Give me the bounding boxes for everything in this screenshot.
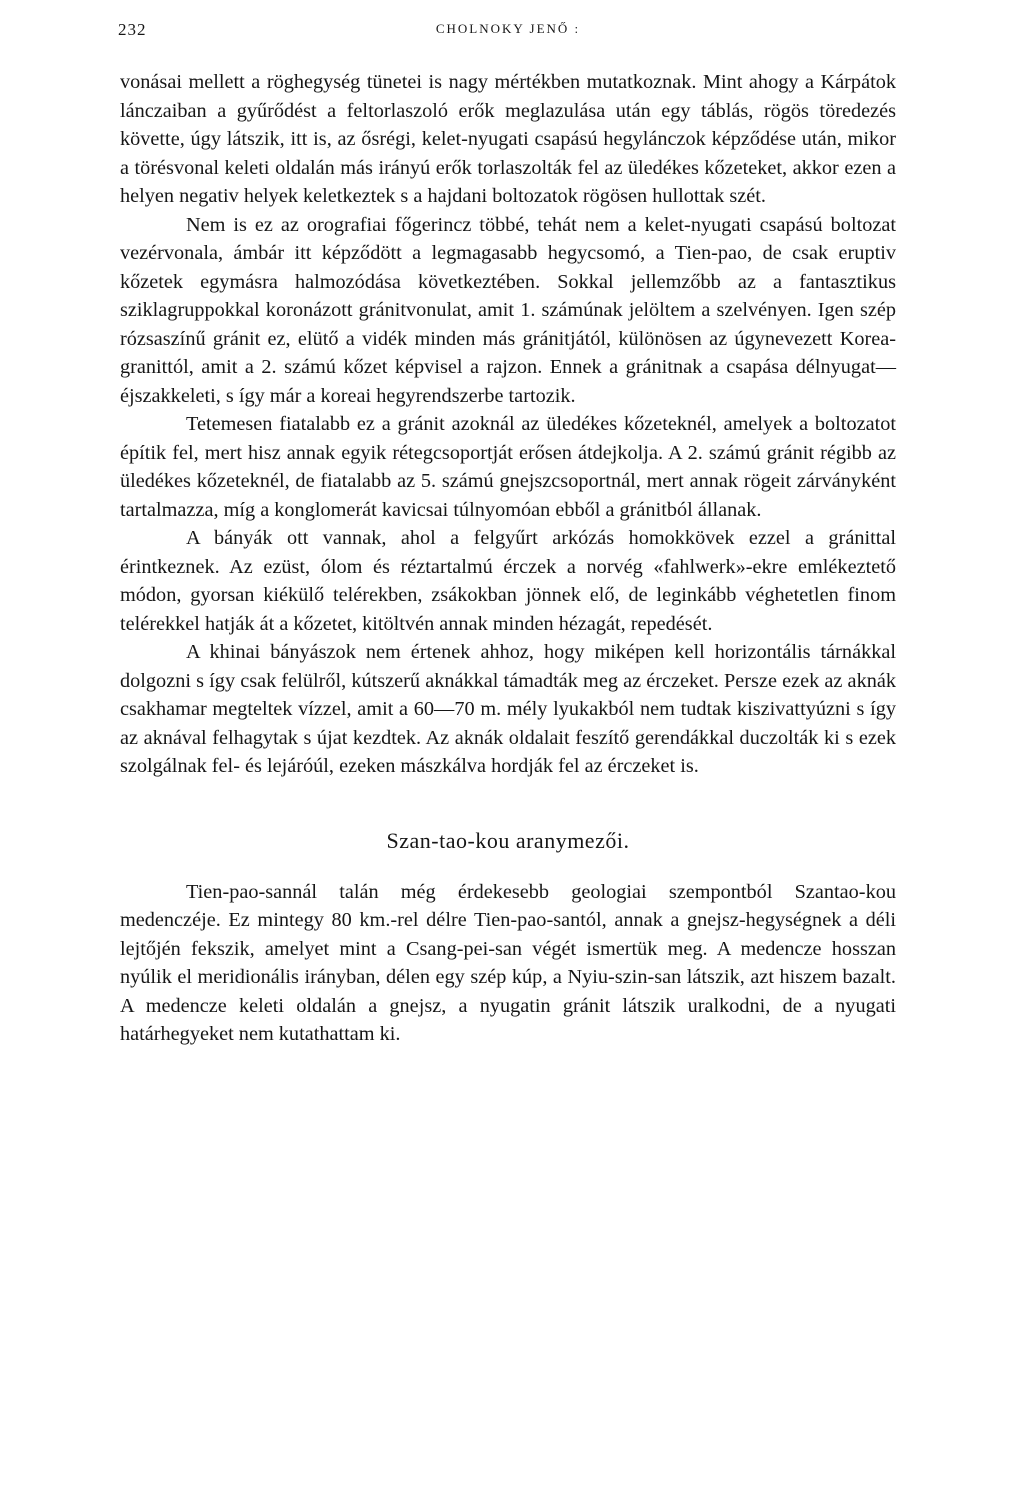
paragraph-5: A khinai bányászok nem értenek ahhoz, hogy miképen kell horizontális tárnákkal dolgozni s így csak felülről, kútszerű aknákkal támadták meg az érczeket. Persze ezek az aknák csakhamar megteltek vízzel, amit a 60—70 m. mély lyukakból nem tudtak kiszivattyúzni s így az aknával felhagytak s újat kezdtek. Az aknák oldalait feszítő gerendákkal duczolták ki s ezek szolgálnak fel- és lejáróúl, ezeken mászkálva hordják fel az érczeket is. bbox=[120, 641, 896, 777]
text-body bbox=[120, 68, 896, 1049]
page-number: 232 bbox=[118, 20, 147, 39]
section-paragraph-1: Tien-pao-sannál talán még érdekesebb geologiai szempontból Szantao-kou medenczéje. Ez mintegy 80 km.-rel délre Tien-pao-santól, annak a gnejsz-hegységnek a déli lejtőjén fekszik, amelyet mint a Csang-pei-san végét ismertük meg. A medencze hosszan nyúlik el meridionális irányban, délen egy szép kúp, a Nyiu-szin-san látszik, azt hiszem bazalt. A medencze keleti oldalán a gnejsz, a nyugatin gránit látszik uralkodni, de a nyugati határhegyeket nem kutathattam ki. bbox=[120, 880, 896, 1045]
section-heading: Szan-tao-kou aranymezői. bbox=[386, 827, 630, 853]
paragraph-3: Tetemesen fiatalabb ez a gránit azoknál az üledékes kőzeteknél, amelyek a boltozatot építik fel, mert hisz annak egyik rétegcsoportját erősen átdejkolja. A 2. számú gránit régibb az üledékes kőzeteknél, de fiatalabb az 5. számú gnejszcsoportnál, mert annak rögeit zárványként tartalmazza, míg a konglomerát kavicsai túlnyomóan ebből a gránitból állanak. bbox=[120, 413, 896, 521]
paragraph-4: A bányák ott vannak, ahol a felgyűrt arkózás homokkövek ezzel a gránittal érintkeznek. Az ezüst, ólom és réztartalmú érczek a norvég «fahlwerk»-ekre emlékeztető módon, gyorsan kiékülő telérekben, zsákokban jönnek elő, de leginkább véghetetlen finom telérekkel hatják át a kőzetet, kitöltvén annak minden hézagát, repedését. bbox=[120, 527, 896, 635]
paragraph-1: vonásai mellett a röghegység tünetei is nagy mértékben mutatkoznak. Mint ahogy a Kárpátok lánczaiban a gyűrődést a feltorlaszoló erők meglazulása után egy táblás, rögös töredezés követte, úgy látszik, itt is, az ősrégi, kelet-nyugati csapású hegylánczok képződése után, mikor a törésvonal keleti oldalán más irányú erők torlaszolták fel az üledékes kőzeteket, akkor ezen a helyen negativ helyek keletkeztek s a hajdani boltozatok rögösen hullottak szét. bbox=[120, 71, 896, 207]
running-head-author: CHOLNOKY JENŐ : bbox=[435, 21, 581, 36]
document-page bbox=[120, 18, 896, 1049]
running-header bbox=[120, 18, 896, 48]
paragraph-2: Nem is ez az orografiai főgerincz többé, tehát nem a kelet-nyugati csapású boltozat vezérvonala, ámbár itt képződött a legmagasabb hegycsomó, a Tien-pao, de csak eruptiv kőzetek egymásra halmozódása következtében. Sokkal jellemzőbb az a fantasztikus sziklagruppokkal koronázott gránitvonulat, amit 1. számúnak jelöltem a szelvényen. Igen szép rózsaszínű gránit ez, elütő a vidék minden más gránitjától, különösen az úgynevezett Korea-granittól, amit a 2. számú kőzet képvisel a rajzon. Ennek a gránitnak a csapása délnyugat—éjszakkeleti, s így már a koreai hegyrendszerbe tartozik. bbox=[120, 213, 896, 407]
